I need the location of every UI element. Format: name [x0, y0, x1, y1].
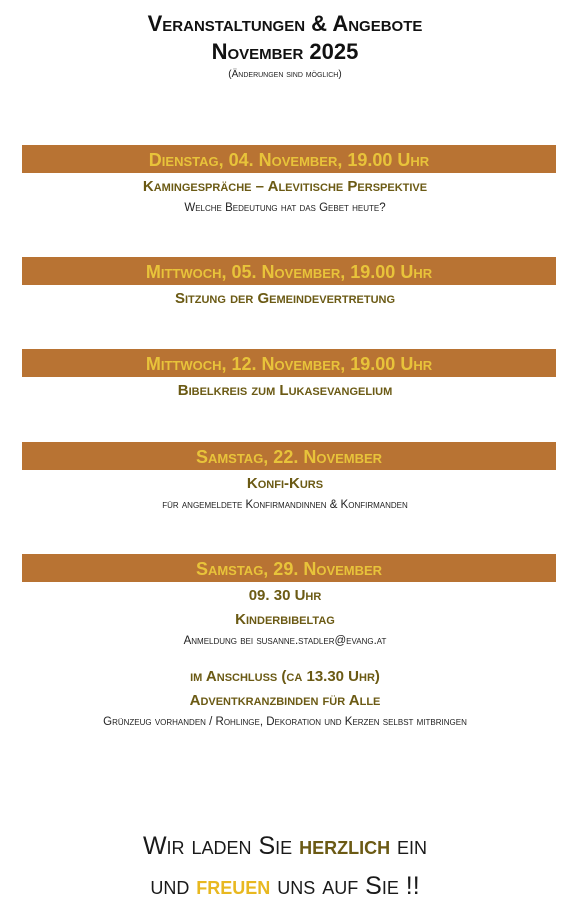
event-item: [0, 349, 570, 401]
closing-highlight: herzlich: [299, 832, 391, 860]
event-date-bar: Dienstag, 04. November, 19.00 Uhr: [22, 145, 556, 173]
spacer: [0, 649, 570, 663]
event-item: [0, 554, 570, 730]
followup-title: Adventkranzbinden für Alle: [189, 692, 381, 709]
closing-line2: [0, 866, 570, 906]
closing-text: Wir laden Sie: [142, 832, 300, 860]
event-item: [0, 442, 570, 513]
event-date-bar: Samstag, 22. November: [22, 442, 556, 470]
page-title-line1: Veranstaltungen & Angebote: [147, 11, 423, 36]
closing-message: [0, 826, 570, 906]
event-title: Sitzung der Gemeindevertretung: [174, 290, 396, 307]
event-date-bar: Mittwoch, 12. November, 19.00 Uhr: [22, 349, 556, 377]
changes-note: (Änderungen sind möglich): [228, 69, 342, 80]
event-date-bar: Mittwoch, 05. November, 19.00 Uhr: [22, 257, 556, 285]
event-time: 09. 30 Uhr: [248, 587, 322, 604]
event-title: Kinderbibeltag: [235, 611, 335, 628]
event-item: [0, 145, 570, 216]
page-header: [0, 10, 570, 82]
event-subtitle: Welche Bedeutung hat das Gebet heute?: [184, 202, 386, 214]
event-date-bar: Samstag, 29. November: [22, 554, 556, 582]
event-title: Kamingespräche – Alevitische Perspektive: [142, 178, 428, 195]
page-title-line2: November 2025: [211, 39, 359, 64]
closing-text: uns auf Sie !!: [270, 872, 420, 900]
closing-line1: [0, 826, 570, 866]
closing-highlight: freuen: [196, 872, 271, 900]
event-subtitle: für angemeldete Konfirmandinnen & Konfirmanden: [162, 499, 408, 511]
event-title: Bibelkreis zum Lukasevangelium: [177, 382, 393, 399]
event-title: Konfi-Kurs: [246, 475, 324, 492]
closing-text: und: [150, 872, 197, 900]
followup-subtitle: Grünzeug vorhanden / Rohlinge, Dekoration und Kerzen selbst mitbringen: [103, 716, 467, 728]
event-item: [0, 257, 570, 309]
event-subtitle: Anmeldung bei susanne.stadler@evang.at: [183, 635, 387, 647]
closing-text: ein: [390, 832, 428, 860]
followup-time: im Anschluss (ca 13.30 Uhr): [190, 668, 380, 685]
